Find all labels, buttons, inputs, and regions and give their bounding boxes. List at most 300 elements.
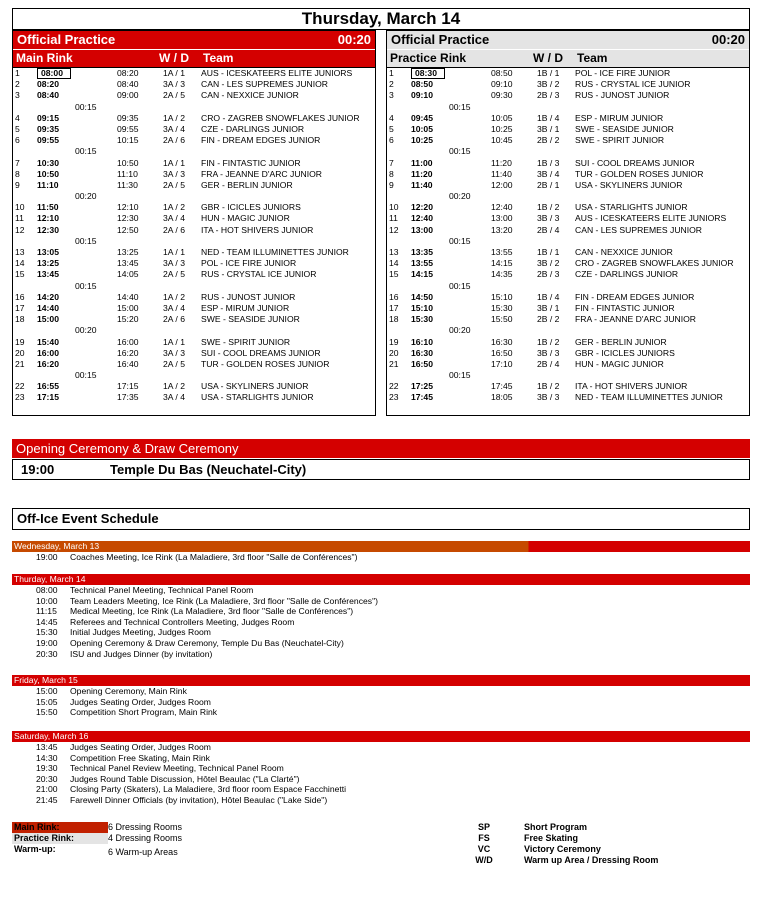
slot-number: 23 [15,392,25,403]
slot-number: 12 [389,224,399,235]
start-time: 08:50 [411,79,433,90]
table-row [387,113,749,124]
slot-number: 8 [15,168,20,179]
legend-warmup-value: 6 Warm-up Areas [108,847,178,857]
table-row [13,337,375,348]
warmup-dressing: 3B / 1 [537,123,560,134]
end-time: 12:30 [117,213,139,224]
start-time: 13:35 [411,247,433,257]
team-name: SWE - SEASIDE JUNIOR [575,123,674,134]
start-time: 11:40 [411,179,433,190]
team-name: POL - ICE FIRE JUNIOR [575,68,671,78]
table-row [387,79,749,90]
legend-abbr: FS [478,833,490,843]
warmup-dressing: 3B / 3 [537,213,560,224]
start-time: 09:15 [37,112,59,123]
break-duration: 00:20 [449,325,471,336]
table-row [387,90,749,101]
team-name: SWE - SPIRIT JUNIOR [201,336,291,347]
slot-number: 17 [15,302,25,313]
event-time: 10:00 [36,595,58,606]
warmup-dressing: 3A / 3 [163,258,185,269]
slot-number: 9 [389,179,394,190]
column-headers [387,50,749,68]
slot-number: 7 [389,157,394,168]
slot-number: 16 [15,291,25,302]
start-time: 09:45 [411,112,433,123]
break-duration: 00:15 [449,101,471,112]
slot-number: 19 [15,336,25,347]
event-description: Judges Seating Order, Judges Room [70,742,211,752]
break-row [13,281,375,292]
slot-number: 11 [15,213,24,224]
end-time: 09:30 [491,90,513,101]
end-time: 10:25 [491,123,513,134]
event-description: Judges Round Table Discussion, Hôtel Beaulac ("La Clarté") [70,773,300,784]
slot-number: 23 [389,392,399,403]
slot-number: 12 [15,224,25,235]
warmup-dressing: 3B / 2 [537,258,560,269]
table-row [13,202,375,213]
team-name: HUN - MAGIC JUNIOR [201,213,290,224]
office-title: Off-Ice Event Schedule [12,508,750,530]
team-name: NED - TEAM ILLUMINETTES JUNIOR [575,392,723,403]
event-item [36,552,357,563]
ceremony-time: 19:00 [21,462,55,477]
break-row [13,236,375,247]
end-time: 15:10 [491,291,513,302]
table-row [13,213,375,224]
table-row [13,269,375,280]
slot-number: 1 [15,68,20,78]
start-time: 14:40 [37,302,59,313]
table-row [13,247,375,258]
slot-number: 5 [15,123,20,134]
slot-number: 21 [389,358,399,369]
break-duration: 00:15 [75,280,97,291]
table-row [13,79,375,90]
legend-descriptions [524,822,658,866]
event-item [36,742,211,753]
team-name: CAN - LES SUPREMES JUNIOR [575,224,703,235]
end-time: 14:15 [491,258,513,269]
warmup-dressing: 1B / 1 [537,247,560,257]
table-row [387,258,749,269]
break-duration: 00:15 [75,370,97,381]
start-time: 14:20 [37,291,59,302]
col-team: Team [577,51,608,65]
event-time: 20:30 [36,773,58,784]
event-time: 15:30 [36,627,58,638]
panel-header-label: Official Practice [17,32,116,47]
ceremony-place: Temple Du Bas (Neuchatel-City) [110,462,307,477]
warmup-dressing: 3A / 3 [163,168,185,179]
slot-number: 7 [15,157,20,168]
slot-number: 3 [389,90,394,101]
legend-abbr: W/D [475,855,493,865]
start-time: 10:25 [411,135,433,146]
start-time: 12:40 [411,213,433,224]
start-time: 13:55 [411,258,433,269]
event-item [36,617,294,628]
warmup-dressing: 1B / 2 [537,381,560,392]
table-row [13,135,375,146]
warmup-dressing: 1B / 2 [537,336,560,347]
table-row [13,258,375,269]
slot-number: 13 [15,247,25,257]
end-time: 09:35 [117,112,139,123]
warmup-dressing: 2A / 5 [163,269,185,280]
event-time: 11:15 [36,606,57,617]
warmup-dressing: 1A / 2 [163,381,185,392]
end-time: 08:40 [117,79,139,90]
start-time: 09:55 [37,135,59,146]
break-duration: 00:15 [449,146,471,157]
start-time: 14:50 [411,291,433,302]
start-time: 13:05 [37,247,59,257]
end-time: 11:20 [491,157,512,168]
warmup-dressing: 3B / 1 [537,302,560,313]
team-name: AUS - ICESKATEERS ELITE JUNIORS [575,213,727,224]
team-name: ITA - HOT SHIVERS JUNIOR [575,381,688,392]
slot-number: 20 [15,347,25,358]
slot-number: 17 [389,302,399,313]
end-time: 09:55 [117,123,139,134]
team-name: ITA - HOT SHIVERS JUNIOR [201,224,314,235]
event-item [36,707,217,718]
end-time: 14:05 [117,269,139,280]
warmup-dressing: 1A / 2 [163,112,185,123]
warmup-dressing: 1A / 1 [163,157,185,168]
warmup-dressing: 1A / 1 [163,68,185,78]
end-time: 09:00 [117,90,139,101]
slot-number: 3 [15,90,20,101]
event-item [36,606,353,617]
event-description: Judges Seating Order, Judges Room [70,696,211,707]
team-name: FIN - FINTASTIC JUNIOR [201,157,301,168]
end-time: 17:10 [491,358,513,369]
start-time: 09:10 [411,90,433,101]
end-time: 13:55 [491,247,513,257]
table-row [387,269,749,280]
warmup-dressing: 1B / 2 [537,202,560,213]
table-row [13,169,375,180]
event-description: Competition Short Program, Main Rink [70,707,218,718]
event-time: 15:00 [36,686,58,696]
warmup-dressing: 1B / 4 [537,291,560,302]
end-time: 16:30 [491,336,513,347]
start-time: 10:30 [37,157,59,168]
warmup-dressing: 1A / 2 [163,291,185,302]
warmup-dressing: 1B / 1 [537,68,560,78]
warmup-dressing: 2A / 5 [163,358,185,369]
break-duration: 00:20 [449,191,471,202]
end-time: 14:40 [117,291,139,302]
legend-practice-rink-value: 4 Dressing Rooms [108,833,183,843]
team-name: CZE - DARLINGS JUNIOR [201,123,305,134]
warmup-dressing: 2A / 6 [163,224,185,235]
warmup-dressing: 2B / 2 [537,135,560,146]
end-time: 13:25 [117,247,139,257]
warmup-dressing: 1B / 3 [537,157,560,168]
slot-number: 14 [15,258,25,269]
table-row [387,213,749,224]
start-time: 08:30 [411,68,445,79]
slot-number: 18 [389,314,399,325]
team-name: NED - TEAM ILLUMINETTES JUNIOR [201,247,349,257]
end-time: 11:10 [117,168,138,179]
table-row [13,158,375,169]
schedule-rows [13,68,375,404]
team-name: CAN - NEXXICE JUNIOR [201,90,299,101]
break-duration: 00:15 [449,280,471,291]
team-name: POL - ICE FIRE JUNIOR [201,258,297,269]
slot-number: 2 [389,79,394,90]
panel-header [13,31,375,49]
team-name: TUR - GOLDEN ROSES JUNIOR [575,168,704,179]
team-name: GER - BERLIN JUNIOR [201,179,293,190]
end-time: 10:45 [491,135,513,146]
table-row [387,303,749,314]
page-title: Thursday, March 14 [12,8,750,30]
event-description: Closing Party (Skaters), La Maladiere, 3rd floor room Espace Facchinetti [70,784,347,795]
event-time: 13:45 [36,742,58,752]
start-time: 16:30 [411,347,433,358]
event-time: 15:50 [36,707,58,718]
warmup-dressing: 3B / 2 [537,79,560,90]
team-name: CZE - DARLINGS JUNIOR [575,269,679,280]
legend-abbr-description: Short Program [524,822,588,832]
event-description: Coaches Meeting, Ice Rink (La Maladiere, 3rd floor "Salle de Conférences") [70,552,358,562]
start-time: 08:40 [37,90,59,101]
legend-main-rink-value: 6 Dressing Rooms [108,822,183,832]
team-name: CAN - NEXXICE JUNIOR [575,247,673,257]
event-description: Competition Free Skating, Main Rink [70,752,210,763]
event-time: 20:30 [36,648,58,659]
event-description: Opening Ceremony, Main Rink [70,686,187,696]
legend-rinks [12,822,108,855]
team-name: RUS - CRYSTAL ICE JUNIOR [575,79,691,90]
end-time: 08:50 [491,68,513,78]
break-duration: 00:15 [449,370,471,381]
warmup-dressing: 1A / 1 [163,247,185,257]
start-time: 17:15 [37,392,59,403]
break-row [13,102,375,113]
slot-number: 2 [15,79,20,90]
warmup-dressing: 2A / 6 [163,135,185,146]
event-item [36,585,253,596]
slot-number: 8 [389,168,394,179]
team-name: RUS - CRYSTAL ICE JUNIOR [201,269,317,280]
slot-number: 14 [389,258,399,269]
start-time: 08:00 [37,68,71,79]
legend-values [108,822,182,858]
warmup-dressing: 3B / 3 [537,392,560,403]
panel-header-time: 00:20 [711,32,745,47]
team-name: RUS - JUNOST JUNIOR [201,291,296,302]
day-header: Friday, March 15 [12,675,750,686]
legend-warmup: Warm-up: [14,844,56,854]
warmup-dressing: 2B / 2 [537,314,560,325]
break-row [13,191,375,202]
slot-number: 6 [389,135,394,146]
start-time: 10:50 [37,168,59,179]
slot-number: 13 [389,247,399,257]
col-team: Team [203,51,234,65]
event-item [36,697,211,708]
warmup-dressing: 2B / 3 [537,90,560,101]
start-time: 11:50 [37,202,59,213]
break-duration: 00:15 [75,235,97,246]
break-duration: 00:15 [75,101,97,112]
start-time: 14:15 [411,269,433,280]
table-row [13,68,375,79]
team-name: GBR - ICICLES JUNIORS [201,202,301,213]
event-description: Farewell Dinner Officials (by invitation), Hôtel Beaulac ("Lake Side") [70,795,328,805]
warmup-dressing: 3A / 4 [163,392,185,403]
start-time: 16:55 [37,381,59,392]
day-header: Wednesday, March 13 [12,541,750,552]
table-row [387,135,749,146]
legend-main-rink: Main Rink: [12,822,108,833]
slot-number: 22 [15,381,25,392]
legend-abbreviations [466,822,502,866]
table-row [387,68,749,79]
end-time: 08:20 [117,68,139,78]
ceremony-row [12,459,750,480]
table-row [387,292,749,303]
break-row [387,325,749,336]
end-time: 12:50 [117,224,139,235]
team-name: CAN - LES SUPREMES JUNIOR [201,79,329,90]
slot-number: 6 [15,135,20,146]
slot-number: 4 [389,112,394,123]
start-time: 09:35 [37,123,59,134]
team-name: USA - SKYLINERS JUNIOR [201,381,309,392]
start-time: 13:45 [37,269,59,280]
col-rink: Main Rink [16,51,73,65]
table-row [13,180,375,191]
team-name: USA - STARLIGHTS JUNIOR [201,392,314,403]
event-item [36,753,210,764]
team-name: ESP - MIRUM JUNIOR [575,112,664,123]
event-description: Initial Judges Meeting, Judges Room [70,627,211,638]
table-row [387,158,749,169]
event-description: ISU and Judges Dinner (by invitation) [70,648,213,659]
team-name: ESP - MIRUM JUNIOR [201,302,290,313]
slot-number: 19 [389,336,399,347]
team-name: FIN - DREAM EDGES JUNIOR [575,291,695,302]
event-item [36,638,344,649]
slot-number: 4 [15,112,20,123]
start-time: 13:00 [411,224,433,235]
team-name: USA - STARLIGHTS JUNIOR [575,202,688,213]
end-time: 17:35 [117,392,139,403]
event-time: 08:00 [36,585,58,595]
warmup-dressing: 2A / 6 [163,314,185,325]
table-row [13,348,375,359]
event-time: 14:45 [36,616,58,627]
start-time: 11:00 [411,157,433,168]
event-item [36,763,284,774]
slot-number: 5 [389,123,394,134]
warmup-dressing: 3A / 4 [163,123,185,134]
start-time: 16:50 [411,358,433,369]
team-name: FIN - FINTASTIC JUNIOR [575,302,675,313]
start-time: 16:20 [37,358,59,369]
day-header: Saturday, March 16 [12,731,750,742]
table-row [13,314,375,325]
legend-abbr-description: Free Skating [524,833,579,843]
end-time: 15:50 [491,314,513,325]
legend-abbr-description: Warm up Area / Dressing Room [524,855,659,865]
table-row [13,225,375,236]
team-name: CRO - ZAGREB SNOWFLAKES JUNIOR [201,112,360,123]
team-name: USA - SKYLINERS JUNIOR [575,179,683,190]
warmup-dressing: 1A / 2 [163,202,185,213]
end-time: 15:00 [117,302,139,313]
warmup-dressing: 2A / 5 [163,179,185,190]
team-name: FIN - DREAM EDGES JUNIOR [201,135,321,146]
team-name: HUN - MAGIC JUNIOR [575,358,664,369]
event-item [36,627,211,638]
event-time: 21:45 [36,795,58,805]
slot-number: 18 [15,314,25,325]
table-row [387,359,749,370]
slot-number: 21 [15,358,25,369]
slot-number: 9 [15,179,20,190]
slot-number: 15 [389,269,399,280]
end-time: 14:35 [491,269,513,280]
event-time: 14:30 [36,752,58,763]
end-time: 12:00 [491,179,513,190]
slot-number: 20 [389,347,399,358]
end-time: 09:10 [491,79,513,90]
start-time: 17:45 [411,392,433,403]
end-time: 16:20 [117,347,139,358]
schedule-rows [387,68,749,404]
slot-number: 15 [15,269,25,280]
start-time: 08:20 [37,79,59,90]
start-time: 15:40 [37,336,59,347]
main-rink-panel [12,30,376,416]
table-row [13,359,375,370]
break-duration: 00:20 [75,325,97,336]
event-description: Technical Panel Review Meeting, Technical Panel Room [70,763,284,774]
table-row [13,392,375,403]
practice-rink-panel [386,30,750,416]
break-row [13,146,375,157]
end-time: 12:10 [117,202,139,213]
table-row [13,303,375,314]
warmup-dressing: 2B / 3 [537,269,560,280]
break-row [387,281,749,292]
team-name: RUS - JUNOST JUNIOR [575,90,670,101]
table-row [387,348,749,359]
start-time: 15:10 [411,302,433,313]
table-row [387,381,749,392]
slot-number: 22 [389,381,399,392]
warmup-dressing: 2B / 4 [537,224,560,235]
end-time: 18:05 [491,392,513,403]
ceremony-header: Opening Ceremony & Draw Ceremony [12,439,750,458]
event-description: Team Leaders Meeting, Ice Rink (La Maladiere, 3rd floor "Salle de Conférences") [70,595,378,606]
break-duration: 00:20 [75,191,97,202]
event-time: 19:00 [36,552,58,562]
table-row [387,169,749,180]
table-row [387,202,749,213]
table-row [387,247,749,258]
